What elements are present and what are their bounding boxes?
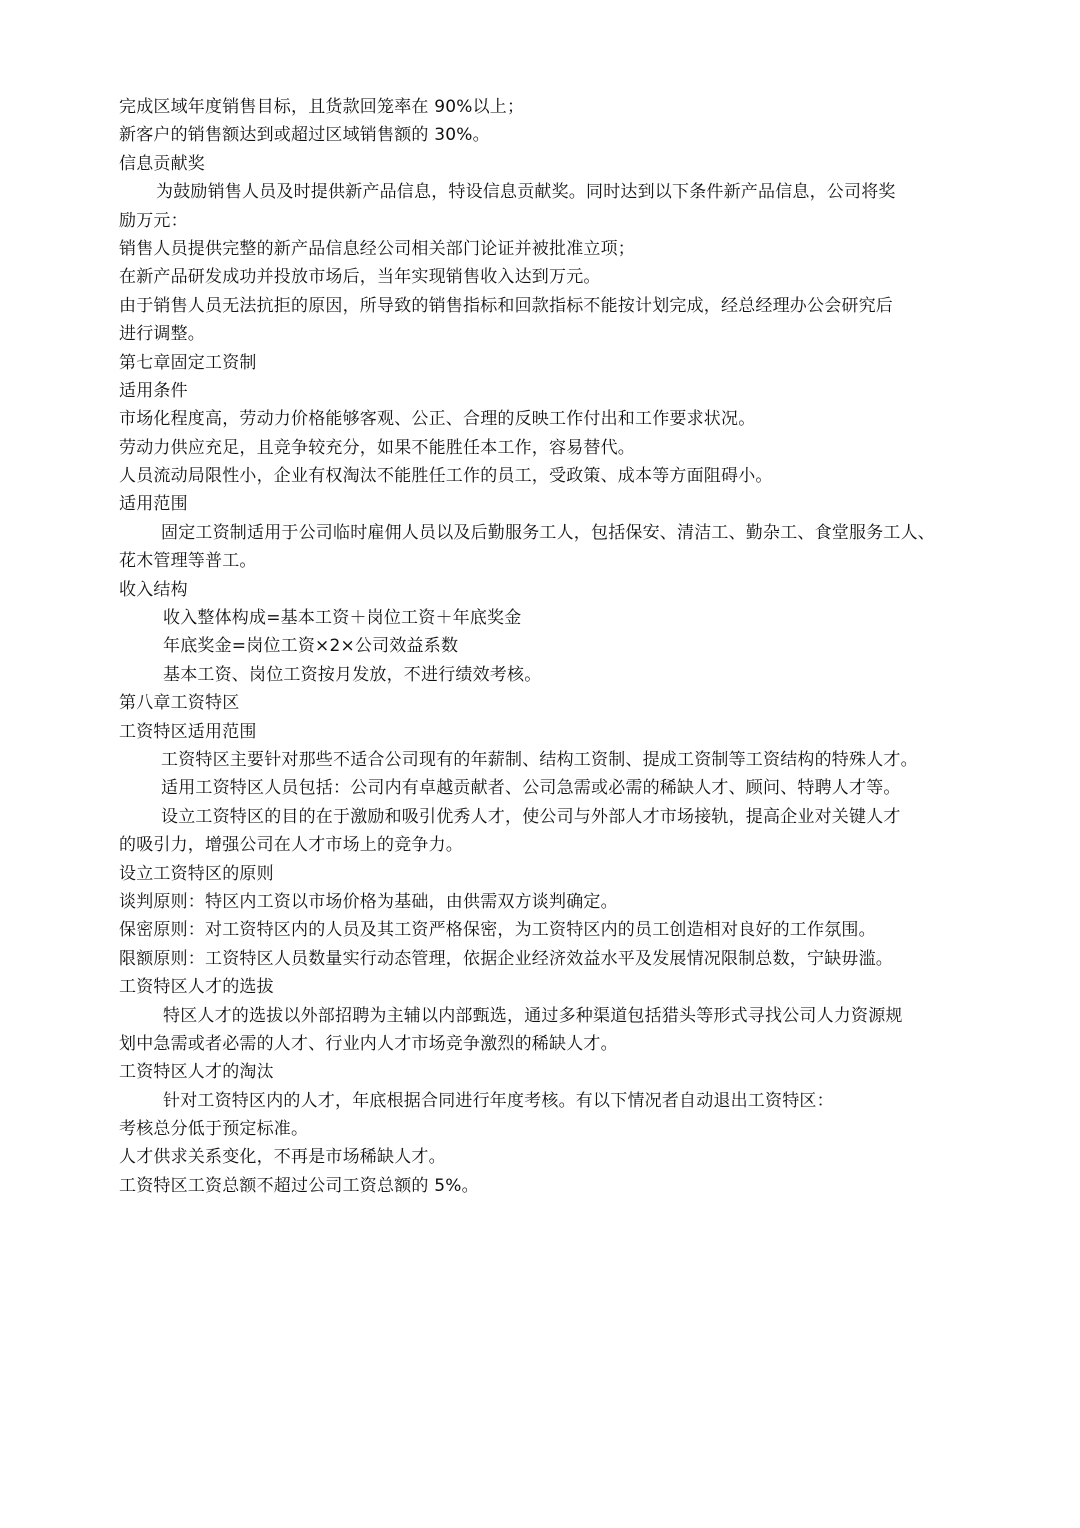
- document-line: 市场化程度高，劳动力价格能够客观、公正、合理的反映工作付出和工作要求状况。: [119, 409, 756, 430]
- document-line: 工资特区人才的选拔: [119, 977, 274, 998]
- document-line: 适用工资特区人员包括：公司内有卓越贡献者、公司急需或必需的稀缺人才、顾问、特聘人才等。: [161, 778, 901, 799]
- document-line: 进行调整。: [119, 324, 205, 345]
- document-line: 考核总分低于预定标准。: [119, 1119, 309, 1140]
- document-line: 花木管理等普工。: [119, 551, 257, 572]
- document-line: 第八章工资特区: [119, 693, 240, 714]
- document-line: 谈判原则：特区内工资以市场价格为基础，由供需双方谈判确定。: [119, 891, 618, 912]
- document-line: 固定工资制适用于公司临时雇佣人员以及后勤服务工人，包括保安、清洁工、勤杂工、食堂服务工人、: [161, 522, 935, 543]
- document-line: 信息贡献奖: [119, 153, 205, 174]
- document-line: 的吸引力，增强公司在人才市场上的竞争力。: [119, 835, 463, 856]
- document-line: 收入结构: [119, 579, 188, 600]
- document-line: 为鼓励销售人员及时提供新产品信息，特设信息贡献奖。同时达到以下条件新产品信息，公司将奖: [156, 182, 896, 203]
- document-line: 工资特区主要针对那些不适合公司现有的年薪制、结构工资制、提成工资制等工资结构的特殊人才。: [161, 749, 918, 770]
- document-body: [119, 93, 999, 1200]
- document-line: 划中急需或者必需的人才、行业内人才市场竞争激烈的稀缺人才。: [119, 1033, 618, 1054]
- document-line: 适用条件: [119, 380, 188, 401]
- document-line: 年底奖金=岗位工资×2×公司效益系数: [163, 636, 459, 657]
- document-line: 工资特区适用范围: [119, 721, 257, 742]
- document-line: 人员流动局限性小，企业有权淘汰不能胜任工作的员工，受政策、成本等方面阻碍小。: [119, 466, 773, 487]
- document-line: 由于销售人员无法抗拒的原因，所导致的销售指标和回款指标不能按计划完成，经总经理办公会研究后: [119, 295, 893, 316]
- document-line: 针对工资特区内的人才，年底根据合同进行年度考核。有以下情况者自动退出工资特区：: [163, 1090, 834, 1111]
- document-line: 收入整体构成=基本工资＋岗位工资＋年底奖金: [163, 608, 522, 629]
- document-line: 新客户的销售额达到或超过区域销售额的 30%。: [119, 125, 490, 146]
- document-line: 适用范围: [119, 494, 188, 515]
- document-line: 完成区域年度销售目标，且货款回笼率在 90%以上；: [119, 97, 525, 117]
- document-line: 人才供求关系变化，不再是市场稀缺人才。: [119, 1147, 446, 1168]
- document-line: 设立工资特区的目的在于激励和吸引优秀人才，使公司与外部人才市场接轨，提高企业对关键人才: [161, 806, 901, 827]
- document-line: 第七章固定工资制: [119, 352, 257, 373]
- document-line: 设立工资特区的原则: [119, 863, 274, 884]
- document-line: 工资特区人才的淘汰: [119, 1062, 274, 1083]
- document-line: 劳动力供应充足，且竞争较充分，如果不能胜任本工作，容易替代。: [119, 437, 635, 458]
- document-line: 基本工资、岗位工资按月发放，不进行绩效考核。: [163, 664, 542, 685]
- document-line: 特区人才的选拔以外部招聘为主辅以内部甄选，通过多种渠道包括猎头等形式寻找公司人力资源规: [163, 1005, 903, 1026]
- document-line: 保密原则：对工资特区内的人员及其工资严格保密，为工资特区内的员工创造相对良好的工作氛围。: [119, 920, 876, 941]
- document-line: 在新产品研发成功并投放市场后，当年实现销售收入达到万元。: [119, 267, 601, 288]
- document-line: 销售人员提供完整的新产品信息经公司相关部门论证并被批准立项；: [119, 238, 635, 259]
- document-line: 限额原则：工资特区人员数量实行动态管理，依据企业经济效益水平及发展情况限制总数，宁缺毋滥。: [119, 948, 893, 969]
- document-line: 工资特区工资总额不超过公司工资总额的 5%。: [119, 1175, 479, 1196]
- document-line: 励万元：: [119, 210, 188, 231]
